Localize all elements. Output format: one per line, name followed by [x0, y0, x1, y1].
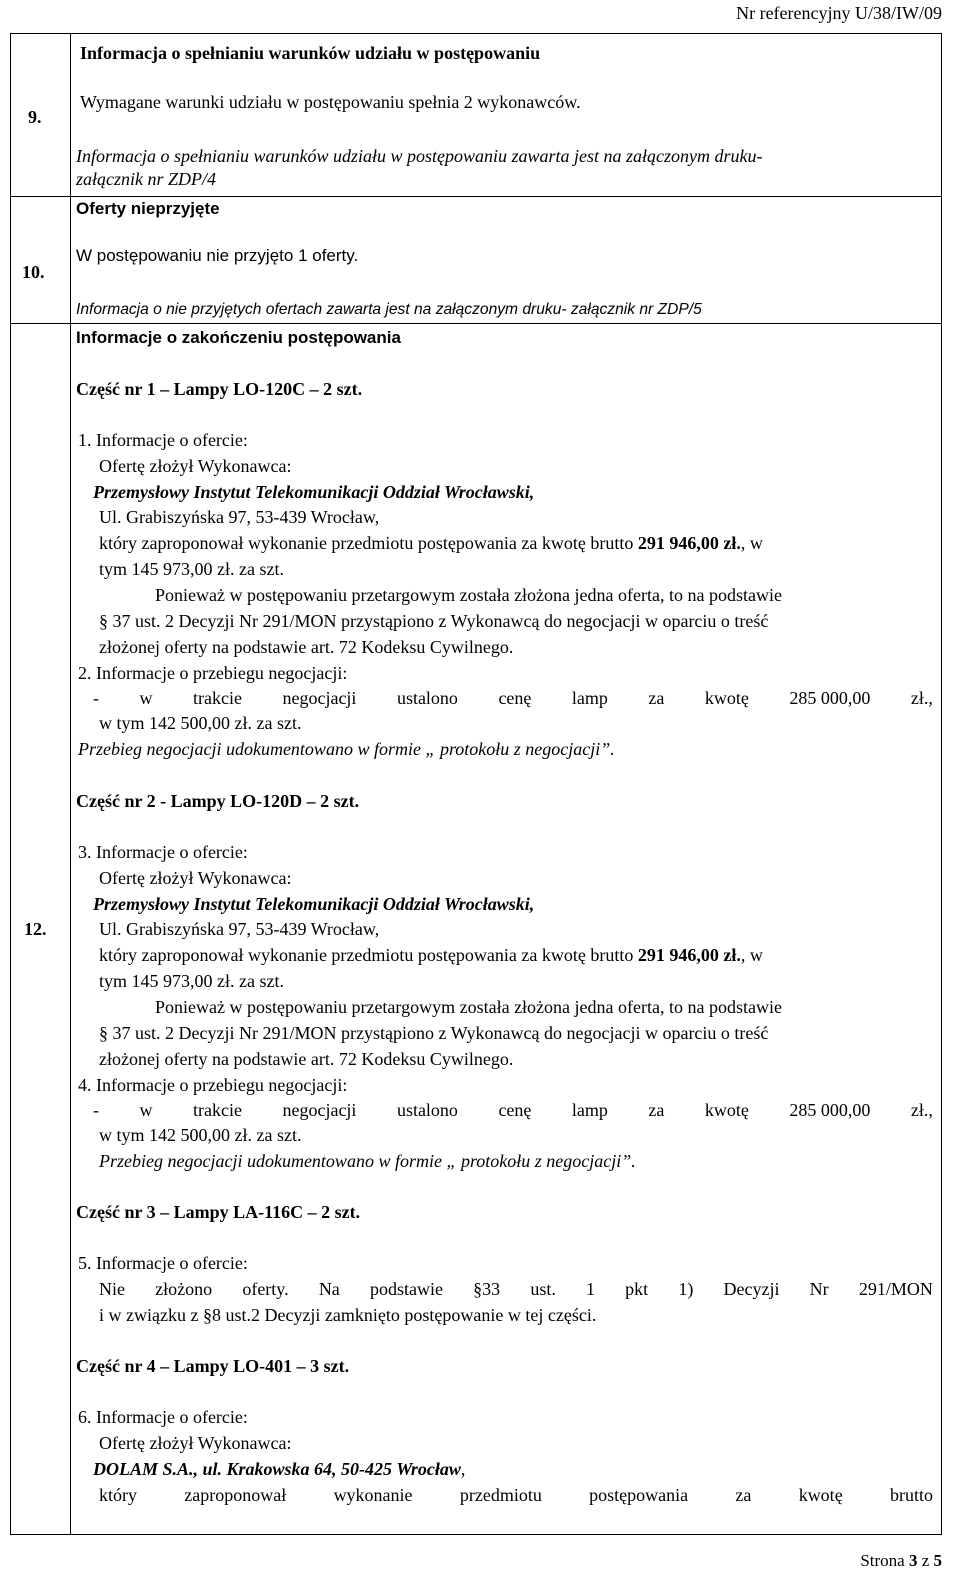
word: kwotę: [704, 688, 749, 708]
word: Nr: [809, 1279, 829, 1299]
part-4-company-tail: ,: [460, 1459, 466, 1479]
word: kwotę: [704, 1100, 749, 1120]
part-3-heading: Część nr 3 – Lampy LA-116C – 2 szt.: [76, 1202, 361, 1222]
word: za: [648, 1100, 665, 1120]
page-label: Strona: [860, 1551, 909, 1570]
part-1-reason-c: złożonej oferty na podstawie art. 72 Kodeksu Cywilnego.: [99, 637, 514, 657]
word: ustalono: [396, 688, 458, 708]
part-2-offer-by: Ofertę złożył Wykonawca:: [99, 868, 292, 888]
word: cenę: [498, 1100, 532, 1120]
table-border-right: [941, 33, 942, 1535]
word: trakcie: [193, 688, 242, 708]
part-2-proposal-tail: , w: [740, 945, 763, 965]
word: wykonanie: [333, 1485, 413, 1505]
part-2-proposal-amount: 291 946,00 zł.: [637, 945, 741, 965]
part-1-negotiation-item: 2. Informacje o przebiegu negocjacji:: [78, 663, 348, 683]
word: negocjacji: [282, 688, 357, 708]
section-10-title: Oferty nieprzyjęte: [76, 199, 220, 218]
word: pkt: [625, 1279, 649, 1299]
word: Nie: [99, 1279, 125, 1299]
reference-number: Nr referencyjny U/38/IW/09: [736, 3, 942, 23]
part-1-negotiation-price: [93, 689, 933, 707]
part-1-negotiation-vat: w tym 142 500,00 zł. za szt.: [99, 713, 302, 733]
table-border-left: [10, 33, 11, 1535]
word: brutto: [889, 1485, 933, 1505]
part-2-offer-item: 3. Informacje o ofercie:: [78, 842, 248, 862]
part-2-negotiation-price: [93, 1101, 933, 1119]
word: zł.,: [910, 688, 933, 708]
word: za: [735, 1485, 752, 1505]
word: trakcie: [193, 1100, 242, 1120]
word: przedmiotu: [459, 1485, 542, 1505]
row-divider-10-12: [10, 323, 942, 324]
part-1-offer-by: Ofertę złożył Wykonawca:: [99, 456, 292, 476]
word: postępowania: [589, 1485, 689, 1505]
part-1-proposal-tail: , w: [740, 533, 763, 553]
word: -: [93, 1100, 99, 1120]
part-1-reason-a: Ponieważ w postępowaniu przetargowym została złożona jedna oferta, to na podstawie: [155, 585, 782, 605]
part-1-offer-item: 1. Informacje o ofercie:: [78, 430, 248, 450]
part-3-no-offer-b: i w związku z §8 ust.2 Decyzji zamknięto postępowanie w tej części.: [99, 1305, 597, 1325]
part-1-heading: Część nr 1 – Lampy LO-120C – 2 szt.: [76, 379, 363, 399]
part-1-proposal-text: który zaproponował wykonanie przedmiotu postępowania za kwotę brutto: [99, 533, 638, 553]
word: lamp: [571, 688, 608, 708]
section-12-title: Informacje o zakończeniu postępowania: [76, 328, 401, 347]
part-1-address: Ul. Grabiszyńska 97, 53-439 Wrocław,: [99, 507, 380, 527]
word: Decyzji: [723, 1279, 780, 1299]
word: 285 000,00: [789, 688, 871, 708]
word: negocjacji: [282, 1100, 357, 1120]
word: 1): [678, 1279, 694, 1299]
part-1-vat: tym 145 973,00 zł. za szt.: [99, 559, 284, 579]
word: ust.: [530, 1279, 556, 1299]
word: ustalono: [396, 1100, 458, 1120]
section-10-text-2: Informacja o nie przyjętych ofertach zawarta jest na załączonym druku- załącznik nr ZDP/5: [76, 301, 702, 318]
part-1-proposal: [99, 534, 763, 552]
word: zł.,: [910, 1100, 933, 1120]
part-2-vat: tym 145 973,00 zł. za szt.: [99, 971, 284, 991]
part-4-proposal: [99, 1486, 933, 1504]
word: -: [93, 688, 99, 708]
part-3-offer-item: 5. Informacje o ofercie:: [78, 1253, 248, 1273]
table-border-bottom: [10, 1534, 942, 1535]
word: za: [648, 688, 665, 708]
part-2-reason-b: § 37 ust. 2 Decyzji Nr 291/MON przystąpiono z Wykonawcą do negocjacji w oparciu o treść: [99, 1023, 769, 1043]
part-1-company: Przemysłowy Instytut Telekomunikacji Oddział Wrocławski,: [93, 482, 535, 502]
table-border-top: [10, 33, 942, 34]
part-3-no-offer: [99, 1280, 933, 1298]
part-2-proposal: [99, 946, 763, 964]
word: 1: [586, 1279, 595, 1299]
page-current: 3: [908, 1551, 918, 1570]
part-2-reason-a: Ponieważ w postępowaniu przetargowym została złożona jedna oferta, to na podstawie: [155, 997, 782, 1017]
row-divider-9-10: [10, 196, 942, 197]
part-4-offer-by: Ofertę złożył Wykonawca:: [99, 1433, 292, 1453]
page-separator: z: [917, 1551, 934, 1570]
part-4-heading: Część nr 4 – Lampy LO-401 – 3 szt.: [76, 1356, 350, 1376]
word: podstawie: [369, 1279, 443, 1299]
part-4-offer-item: 6. Informacje o ofercie:: [78, 1407, 248, 1427]
section-9-title: Informacja o spełnianiu warunków udziału w postępowaniu: [80, 43, 541, 63]
section-10-text-1: W postępowaniu nie przyjęto 1 oferty.: [76, 246, 359, 265]
word: §33: [473, 1279, 501, 1299]
part-2-company: Przemysłowy Instytut Telekomunikacji Oddział Wrocławski,: [93, 894, 535, 914]
section-number-12: 12.: [24, 919, 47, 939]
part-4-company-name: DOLAM S.A., ul. Krakowska 64, 50-425 Wrocław: [93, 1459, 461, 1479]
word: w: [139, 688, 153, 708]
part-1-proposal-amount: 291 946,00 zł.: [637, 533, 741, 553]
word: 291/MON: [858, 1279, 933, 1299]
part-2-heading: Część nr 2 - Lampy LO-120D – 2 szt.: [76, 791, 360, 811]
part-2-negotiation-vat: w tym 142 500,00 zł. za szt.: [99, 1125, 302, 1145]
page-total: 5: [933, 1551, 942, 1570]
word: cenę: [498, 688, 532, 708]
word: zaproponował: [184, 1485, 287, 1505]
part-1-reason-b: § 37 ust. 2 Decyzji Nr 291/MON przystąpiono z Wykonawcą do negocjacji w oparciu o treść: [99, 611, 769, 631]
word: w: [139, 1100, 153, 1120]
word: oferty.: [242, 1279, 289, 1299]
word: złożono: [155, 1279, 213, 1299]
part-2-reason-c: złożonej oferty na podstawie art. 72 Kodeksu Cywilnego.: [99, 1049, 514, 1069]
section-number-9: 9.: [28, 107, 42, 127]
part-2-proposal-text: który zaproponował wykonanie przedmiotu postępowania za kwotę brutto: [99, 945, 638, 965]
part-4-company: [93, 1460, 465, 1478]
section-number-10: 10.: [22, 262, 45, 282]
page-number: [860, 1552, 942, 1569]
section-9-text-1: Wymagane warunki udziału w postępowaniu spełnia 2 wykonawców.: [80, 92, 581, 112]
part-2-negotiation-item: 4. Informacje o przebiegu negocjacji:: [78, 1075, 348, 1095]
section-9-text-2a: Informacja o spełnianiu warunków udziału w postępowaniu zawarta jest na załączonym druku-: [76, 146, 763, 166]
part-2-address: Ul. Grabiszyńska 97, 53-439 Wrocław,: [99, 919, 380, 939]
word: 285 000,00: [789, 1100, 871, 1120]
word: kwotę: [798, 1485, 843, 1505]
part-1-protocol: Przebieg negocjacji udokumentowano w formie „ protokołu z negocjacji”.: [78, 739, 615, 759]
column-divider: [70, 33, 71, 1535]
part-2-protocol: Przebieg negocjacji udokumentowano w formie „ protokołu z negocjacji”.: [99, 1151, 636, 1171]
word: lamp: [571, 1100, 608, 1120]
word: który: [99, 1485, 137, 1505]
word: Na: [318, 1279, 340, 1299]
section-9-text-2b: załącznik nr ZDP/4: [76, 169, 217, 189]
